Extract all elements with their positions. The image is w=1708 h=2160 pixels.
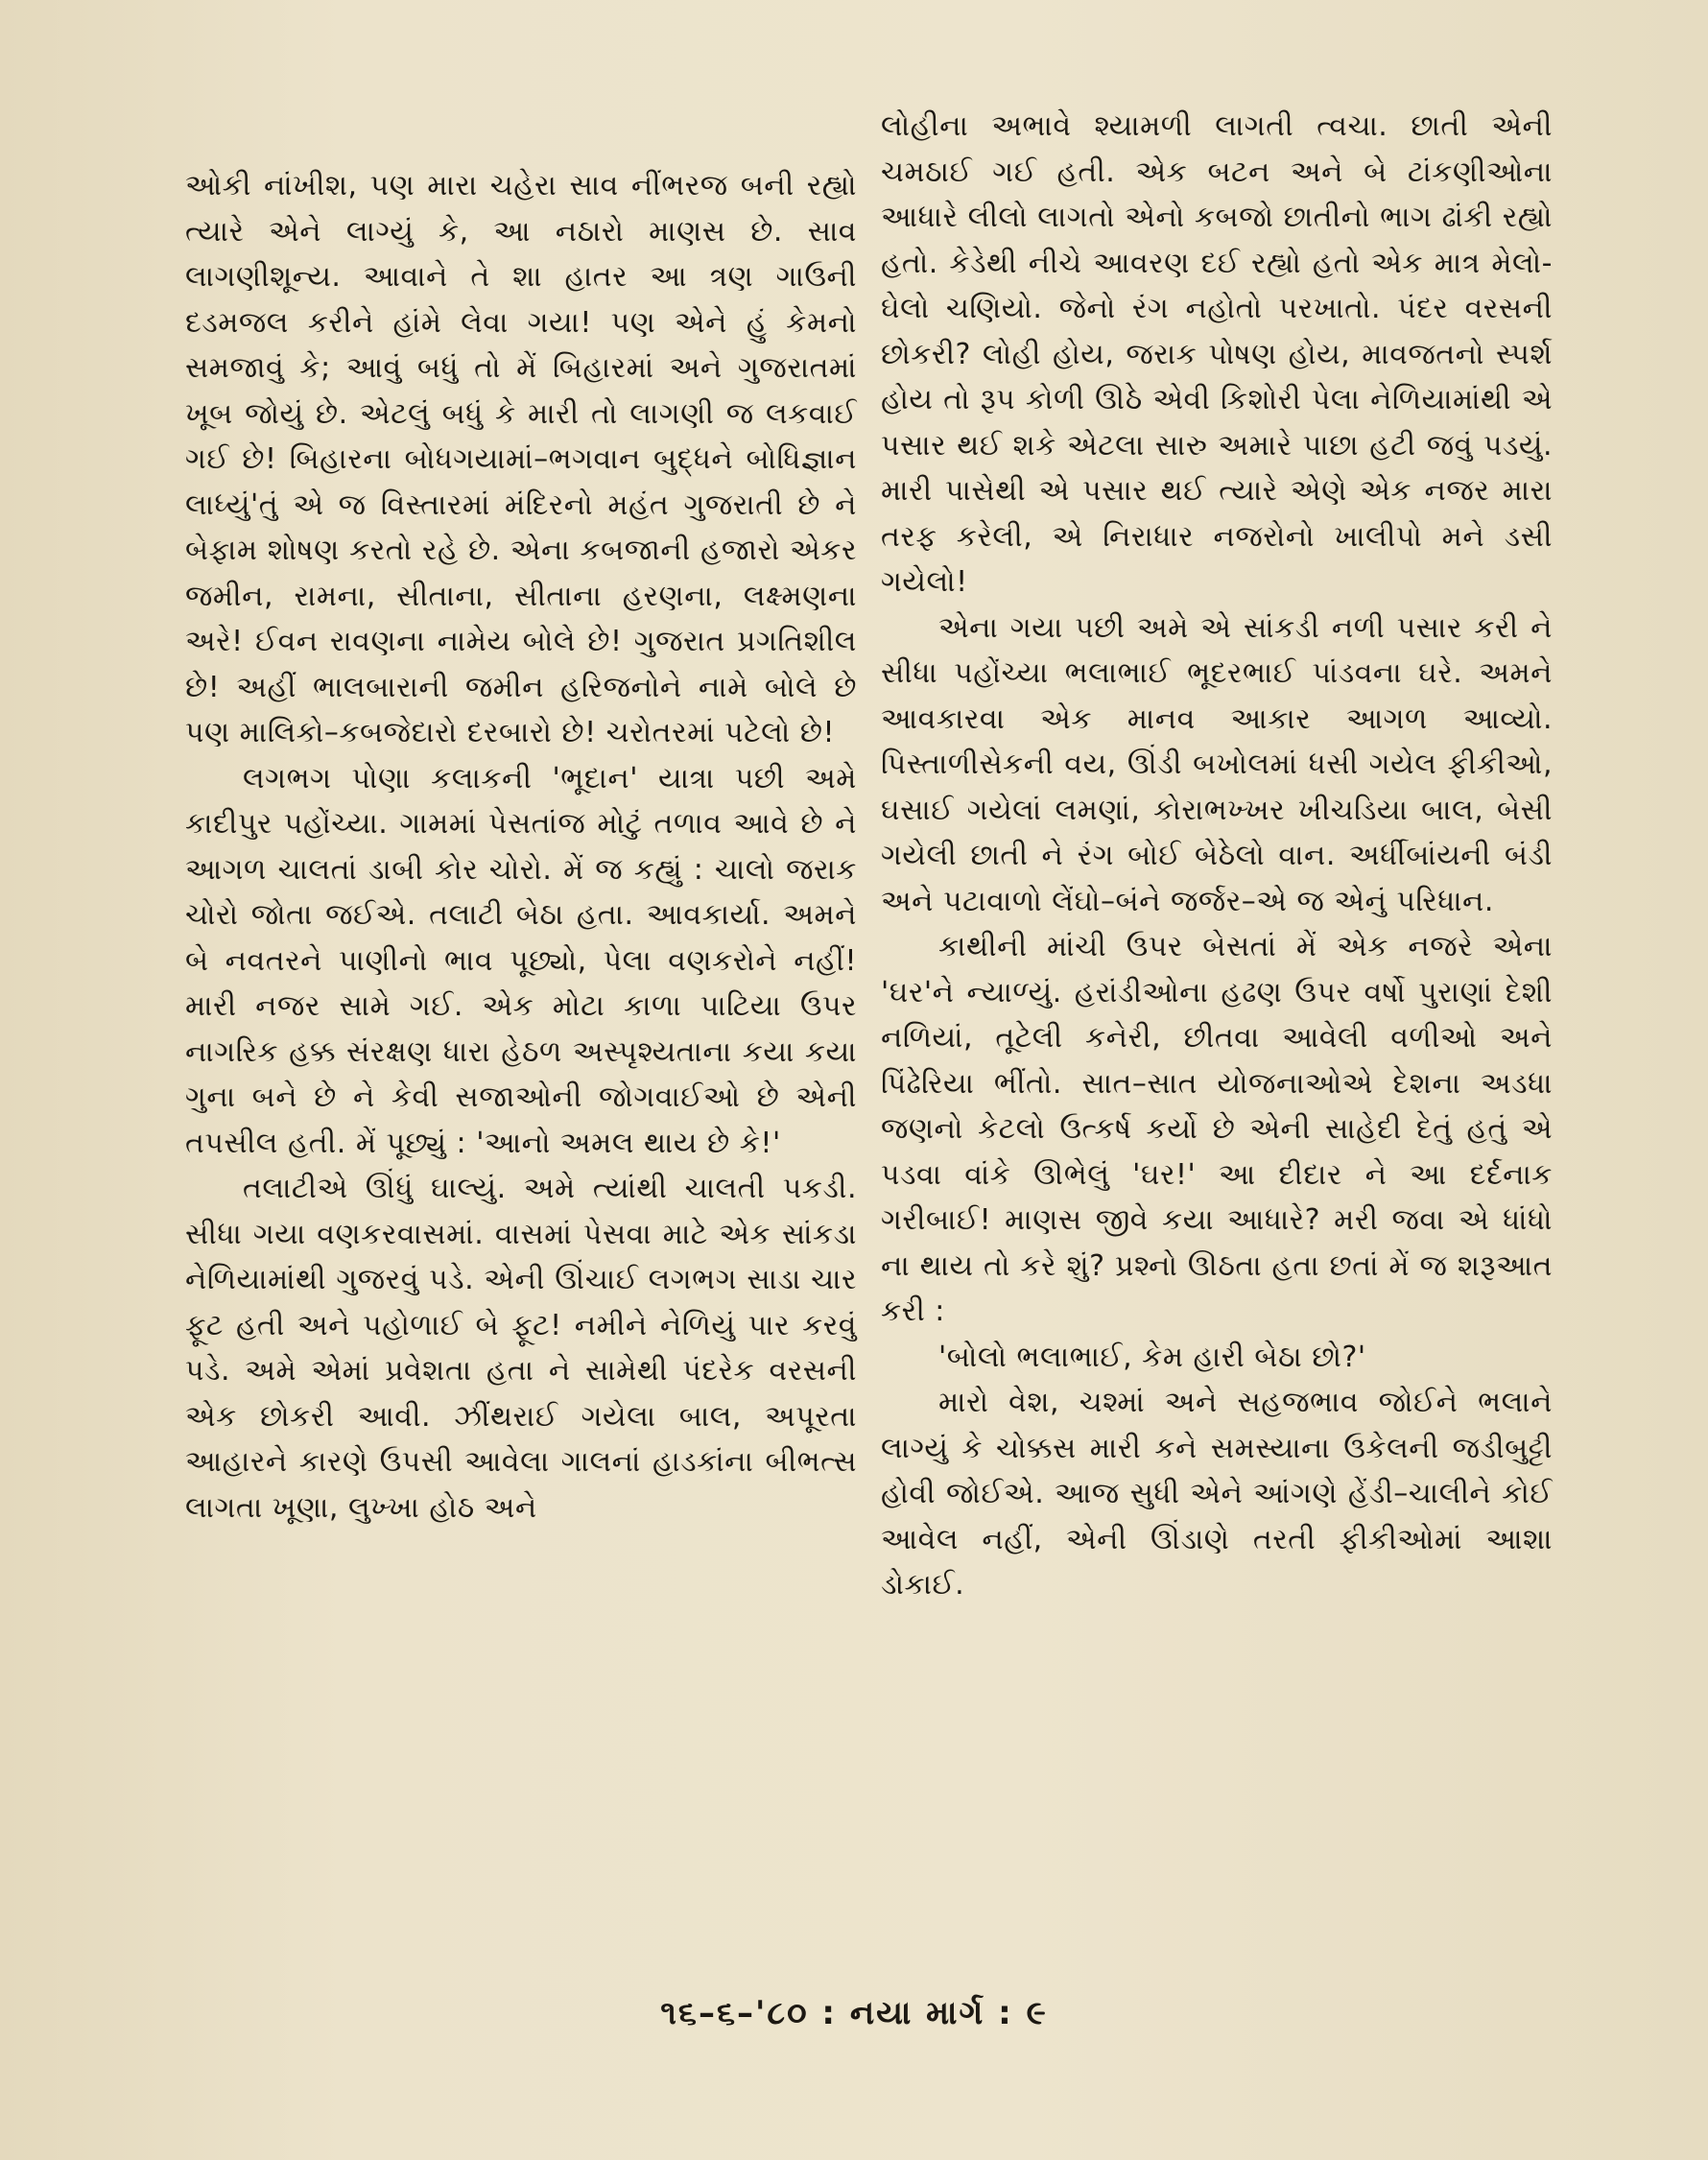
- paragraph: કાથીની માંચી ઉપર બેસતાં મેં એક નજરે એના 'ઘર'ને ન્યાળ્યું. હરાંડીઓના હઢણ ઉપર વર્ષો પુરાણાં દેશી નળિયાં, તૂટેલી કનેરી, છીતવા આવેલી વળીઓ અને પિંઢેરિયા ભીંતો. સાત–સાત યોજનાઓએ દેશના અડધા જણનો કેટલો ઉત્કર્ષ કર્યો છે એની સાહેદી દેતું હતું એ પડવા વાંકે ઊભેલું 'ઘર!' આ દીદાર ને આ દર્દનાક ગરીબાઈ! માણસ જીવે કયા આધારે? મરી જવા એ ધાંધો ના થાય તો કરે શું? પ્રશ્નો ઊઠતા હતા છતાં મેં જ શરૂઆત કરી :: [881, 930, 1553, 1328]
- paragraph: ઓકી નાંખીશ, પણ મારા ચહેરા સાવ નીંભરજ બની રહ્યો ત્યારે એને લાગ્યું કે, આ નઠારો માણસ છે. સાવ લાગણીશૂન્ય. આવાને તે શા હાતર આ ત્રણ ગાઉની દડમજલ કરીને હાંમે લેવા ગયા! પણ એને હું કેમનો સમજાવું કે; આવું બધું તો મેં બિહારમાં અને ગુજરાતમાં ખૂબ જોયું છે. એટલું બધું કે મારી તો લાગણી જ લકવાઈ ગઈ છે! બિહારના બોધગયામાં–ભગવાન બુદ્ધને બોધિજ્ઞાન લાધ્યું'તું એ જ વિસ્તારમાં મંદિરનો મહંત ગુજરાતી છે ને બેફામ શોષણ કરતો રહે છે. એના કબજાની હજારો એકર જમીન, રામના, સીતાના, સીતાના હરણના, લક્ષ્મણના અરે! ઈવન રાવણના નામેય બોલે છે! ગુજરાત પ્રગતિશીલ છે! અહીં ભાલબારાની જમીન હરિજનોને નામે બોલે છે પણ માલિકો–કબજેદારો દરબારો છે! ચરોતરમાં પટેલો છે!: [185, 169, 857, 749]
- paragraph: લગભગ પોણા કલાકની 'ભૂદાન' યાત્રા પછી અમે કાદીપુર પહોંચ્યા. ગામમાં પેસતાંજ મોટું તળાવ આવે છે ને આગળ ચાલતાં ડાબી કોર ચોરો. મેં જ કહ્યું : ચાલો જરાક ચોરો જોતા જઈએ. તલાટી બેઠા હતા. આવકાર્યા. અમને બે નવતરને પાણીનો ભાવ પૂછ્યો, પેલા વણકરોને નહીં! મારી નજર સામે ગઈ. એક મોટા કાળા પાટિયા ઉપર નાગરિક હક્ક સંરક્ષણ ધારા હેઠળ અસ્પૃશ્યતાના કયા કયા ગુના બને છે ને કેવી સજાઓની જોગવાઈઓ છે એની તપસીલ હતી. મેં પૂછ્યું : 'આનો અમલ થાય છે કે!': [185, 761, 857, 1160]
- left-column: [185, 163, 857, 1531]
- quoted-line: 'બોલો ભલાભાઈ, કેમ હારી બેઠા છો?': [938, 1340, 1366, 1374]
- page-footer: ૧૬–૬–'૮૦ : નયા માર્ગ : ૯: [660, 1994, 1048, 2032]
- paragraph: મારો વેશ, ચશ્માં અને સહજભાવ જોઈને ભલાને લાગ્યું કે ચોક્કસ મારી કને સમસ્યાના ઉકેલની જડીબુટ્ટી હોવી જોઈએ. આજ સુધી એને આંગણે હેંડી–ચાલીને કોઈ આવેલ નહીં, એની ઊંડાણે તરતી ફીકીઓમાં આશા ડોકાઈ.: [881, 1386, 1553, 1602]
- right-column: [881, 104, 1553, 1608]
- paragraph: લોહીના અભાવે શ્યામળી લાગતી ત્વચા. છાતી એની ચમઠાઈ ગઈ હતી. એક બટન અને બે ટાંકણીઓના આધારે લીલો લાગતો એનો કબજો છાતીનો ભાગ ઢાંકી રહ્યો હતો. કેડેથી નીચે આવરણ દઈ રહ્યો હતો એક માત્ર મેલો-ઘેલો ચણિયો. જેનો રંગ નહોતો પરખાતો. પંદર વરસની છોકરી? લોહી હોય, જરાક પોષણ હોય, માવજતનો સ્પર્શ હોય તો રૂપ કોળી ઊઠે એવી કિશોરી પેલા નેળિયામાંથી એ પસાર થઈ શકે એટલા સારુ અમારે પાછા હટી જવું પડયું. મારી પાસેથી એ પસાર થઈ ત્યારે એણે એક નજર મારા તરફ કરેલી, એ નિરાધાર નજરોનો ખાલીપો મને ડસી ગયેલો!: [881, 109, 1553, 599]
- paragraph: એના ગયા પછી અમે એ સાંકડી નળી પસાર કરી ને સીધા પહોંચ્યા ભલાભાઈ ભૂદરભાઈ પાંડવના ઘરે. અમને આવકારવા એક માનવ આકાર આગળ આવ્યો. પિસ્તાળીસેકની વય, ઊંડી બખોલમાં ધસી ગયેલ ફીકીઓ, ઘસાઈ ગયેલાં લમણાં, કોરાભખ્ખર ખીચડિયા બાલ, બેસી ગયેલી છાતી ને રંગ બોઈ બેઠેલો વાન. અર્ધીબાંયની બંડી અને પટાવાળો લેંઘો–બંને જર્જર–એ જ એનું પરિધાન.: [881, 610, 1553, 918]
- paragraph: તલાટીએ ઊંધું ઘાલ્યું. અમે ત્યાંથી ચાલતી પકડી. સીધા ગયા વણકરવાસમાં. વાસમાં પેસવા માટે એક સાંકડા નેળિયામાંથી ગુજરવું પડે. એની ઊંચાઈ લગભગ સાડા ચાર ફૂટ હતી અને પહોળાઈ બે ફૂટ! નમીને નેળિયું પાર કરવું પડે. અમે એમાં પ્રવેશતા હતા ને સામેથી પંદરેક વરસની એક છોકરી આવી. ઝીંથરાઈ ગયેલા બાલ, અપૂરતા આહારને કારણે ઉપસી આવેલા ગાલનાં હાડકાંના બીભત્સ લાગતા ખૂણા, લુખ્ખા હોઠ અને: [185, 1172, 857, 1525]
